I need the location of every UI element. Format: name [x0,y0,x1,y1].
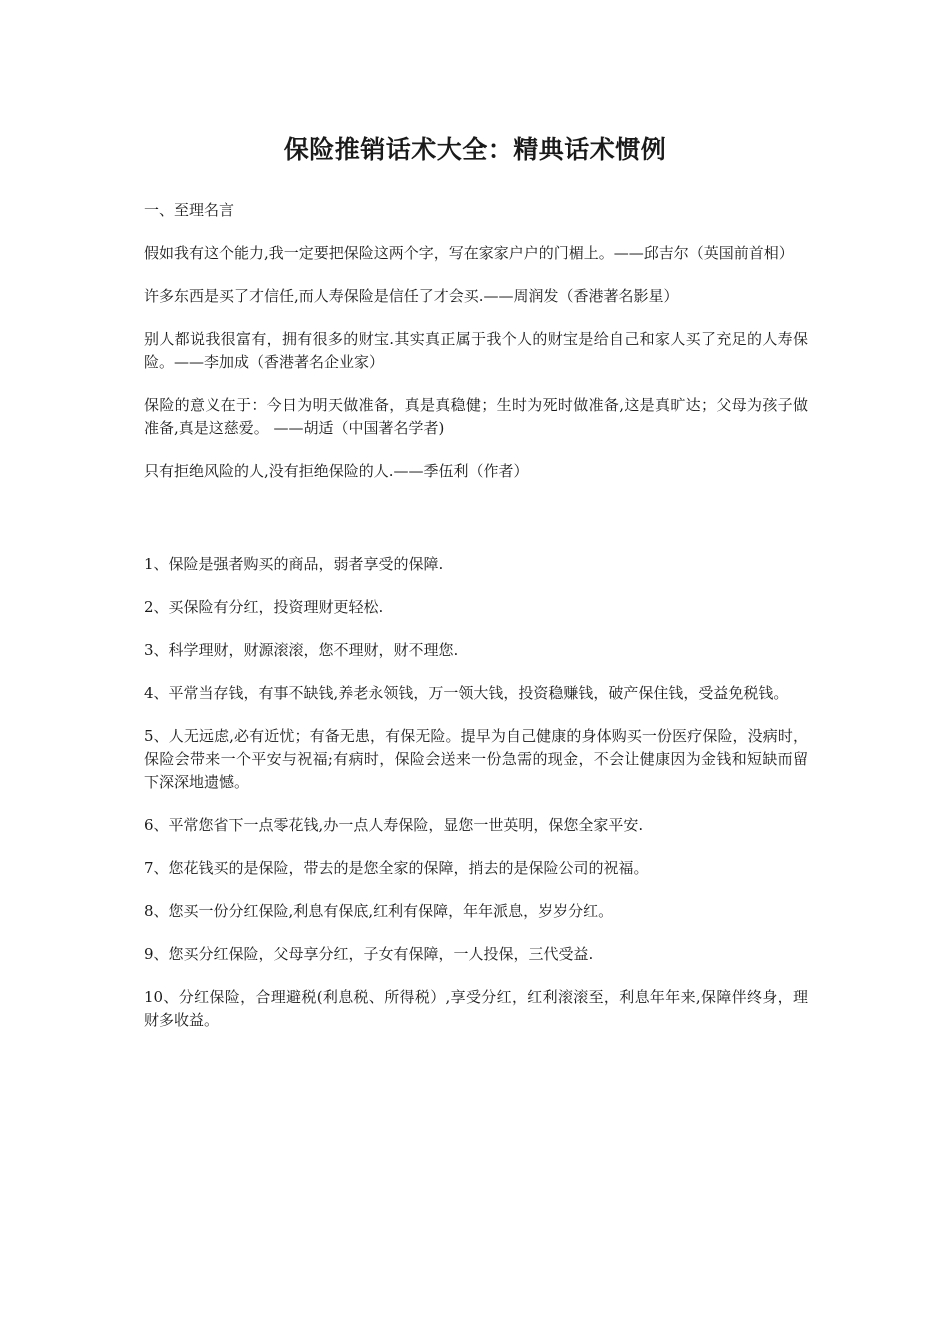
document-body [144,199,808,1052]
list-item: 8、您买一份分红保险,利息有保底,红利有保障，年年派息，岁岁分红。 [144,902,614,920]
quote-paragraph: 许多东西是买了才信任,而人寿保险是信任了才会买.——周润发（香港著名影星） [144,287,679,305]
list-item: 9、您买分红保险，父母享分红，子女有保障，一人投保，三代受益. [144,945,594,963]
document-title: 保险推销话术大全：精典话术惯例 [283,135,667,164]
list-item: 6、平常您省下一点零花钱,办一点人寿保险，显您一世英明，保您全家平安. [144,816,644,834]
list-item: 10、分红保险，合理避税(利息税、所得税）,享受分红，红利滚滚至，利息年年来,保障伴终身，理财多收益。 [144,988,808,1029]
list-item: 2、买保险有分红，投资理财更轻松. [144,598,384,616]
section-heading: 一、至理名言 [144,201,235,219]
quote-paragraph: 只有拒绝风险的人,没有拒绝保险的人.——季伍利（作者） [144,462,529,480]
list-item: 4、平常当存钱，有事不缺钱,养老永领钱，万一领大钱，投资稳赚钱，破产保住钱，受益免税钱。 [144,684,789,702]
quote-paragraph: 别人都说我很富有，拥有很多的财宝.其实真正属于我个人的财宝是给自己和家人买了充足的人寿保险。——李加成（香港著名企业家） [144,330,808,371]
quote-paragraph: 保险的意义在于：今日为明天做准备，真是真稳健；生时为死时做准备,这是真旷达；父母为孩子做准备,真是这慈爱。 ——胡适（中国著名学者) [144,396,808,437]
list-item: 3、科学理财，财源滚滚，您不理财，财不理您. [144,641,459,659]
list-item: 1、保险是强者购买的商品，弱者享受的保障. [144,555,444,573]
list-item: 7、您花钱买的是保险，带去的是您全家的保障，捎去的是保险公司的祝福。 [144,859,649,877]
list-item: 5、人无远虑,必有近忧；有备无患，有保无险。提早为自己健康的身体购买一份医疗保险，没病时，保险会带来一个平安与祝福;有病时，保险会送来一份急需的现金，不会让健康因为金钱和短缺而留下深深地遗憾。 [144,727,808,791]
quote-paragraph: 假如我有这个能力,我一定要把保险这两个字，写在家家户户的门楣上。——邱吉尔（英国前首相） [144,244,794,262]
